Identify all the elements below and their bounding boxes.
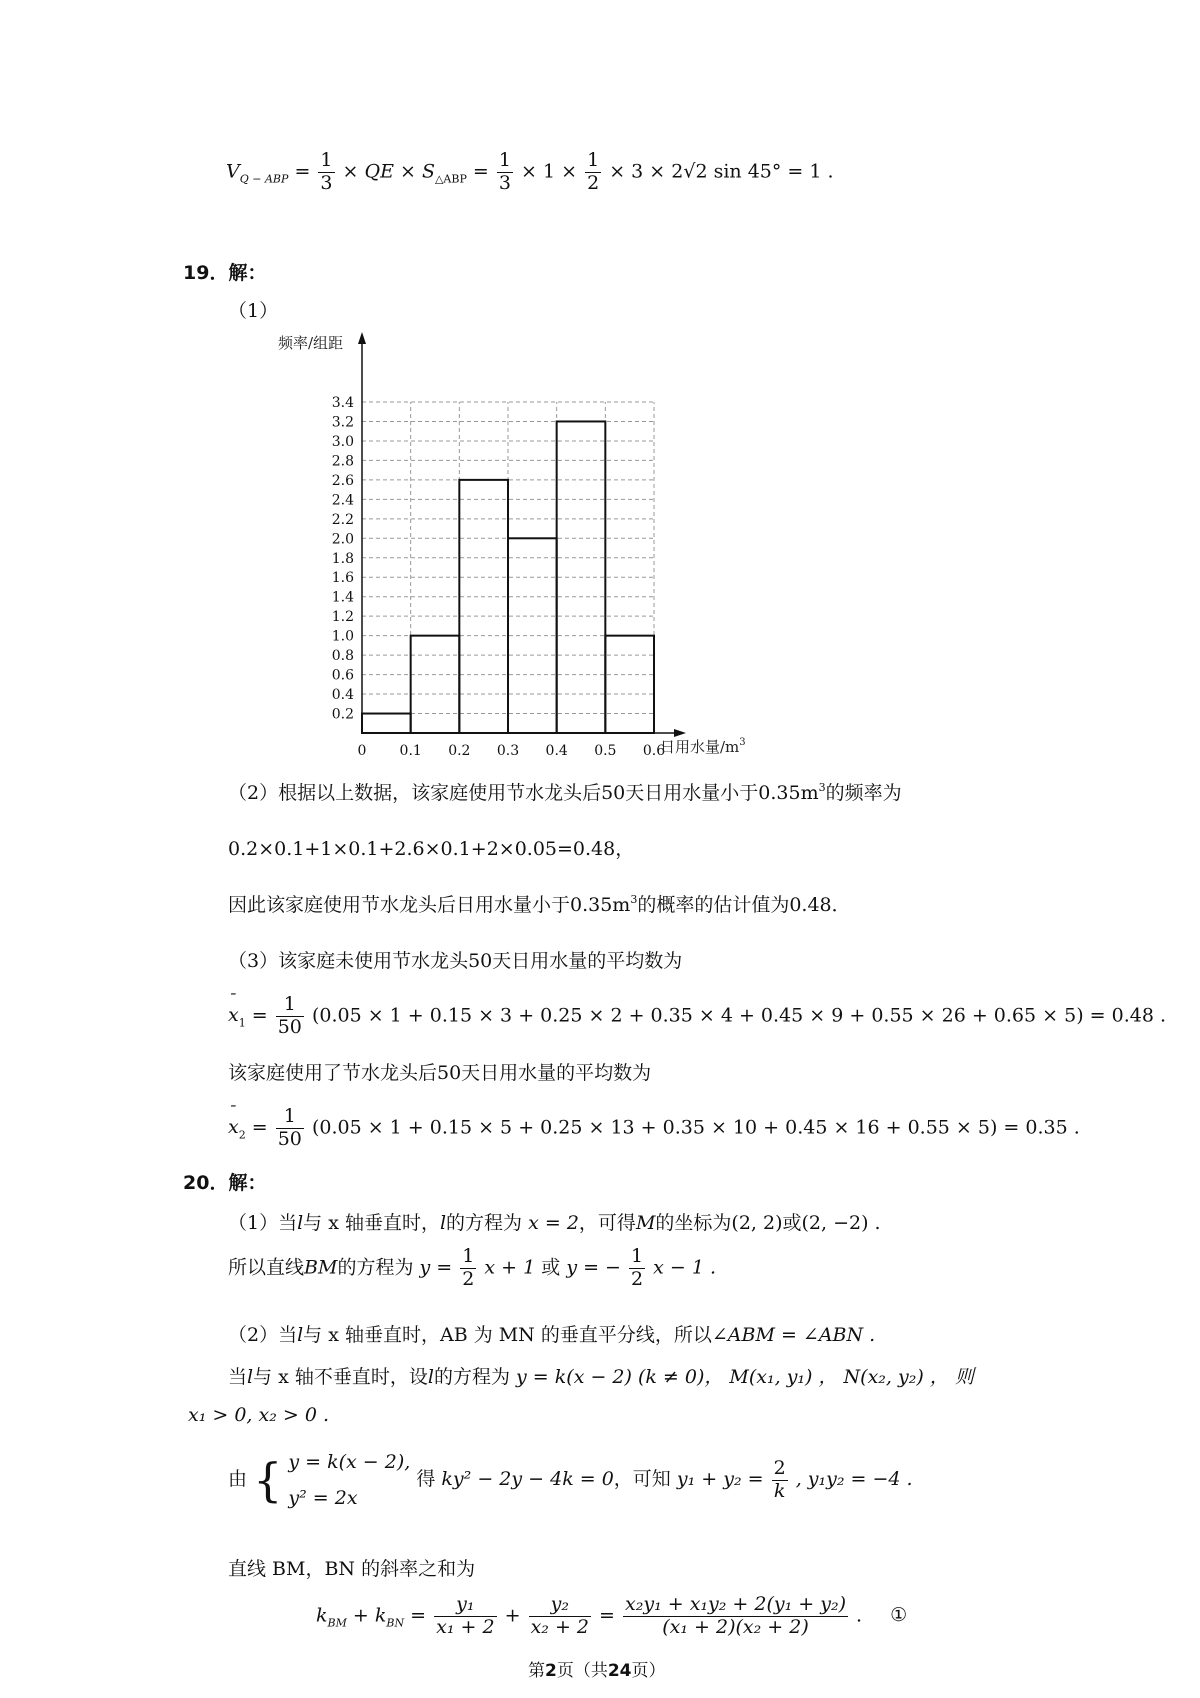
y-axis-label: 频率/组距: [278, 334, 344, 352]
histogram-bar: [362, 714, 411, 733]
fraction: $\frac{\text{x₂y₁ + x₁y₂ + 2(y₁ + y₂)}}{\text{(x₁ + 2)(x₂ + 2)}}$: [625, 1593, 846, 1638]
fraction: $\frac{2}{k}$: [773, 1456, 786, 1502]
volume-formula: $V_{Q - ABP}$ = $\frac{1}{3}$ × QE × $S_{\triangle ABP}$ = $\frac{1}{3}$ × 1 × $\frac{1}{2}$ × 3 × 2√2 sin 45° = 1 .: [226, 149, 834, 194]
q20-slope-intro: 直线 BM，BN 的斜率之和为: [228, 1558, 476, 1580]
fraction: $\frac{\text{y₂}}{\text{x₂ + 2}}$: [530, 1593, 589, 1638]
y-axis-arrow: [358, 332, 366, 344]
chart-axes: [358, 332, 686, 737]
y-tick-label: 1.4: [331, 589, 354, 606]
x-tick-label: 0: [357, 743, 367, 759]
q19-heading: 19．解：: [183, 262, 267, 284]
fraction: $\frac{1}{2}$: [587, 149, 600, 194]
x-tick-label: 0.6: [642, 743, 666, 759]
brace-symbol: {: [253, 1453, 283, 1508]
q19-mean2-intro: 该家庭使用了节水龙头后50天日用水量的平均数为: [228, 1062, 652, 1084]
x-tick-label: 0.1: [399, 743, 422, 759]
x-tick-label: 0.5: [594, 743, 617, 759]
y-tick-label: 0.2: [331, 706, 354, 723]
q19-part2: （2）根据以上数据，该家庭使用节水龙头后50天日用水量小于$0.35m^3$的频率为: [228, 781, 902, 804]
x-tick-label: 0.4: [545, 743, 568, 759]
y-tick-label: 0.4: [331, 687, 354, 704]
y-tick-label: 1.6: [331, 570, 354, 587]
fraction: $\frac{1}{3}$: [320, 149, 333, 194]
y-tick-label: 0.8: [331, 648, 354, 665]
fraction: $\frac{1}{50}$: [277, 1105, 302, 1150]
q19-part3: （3）该家庭未使用节水龙头50天日用水量的平均数为: [228, 950, 683, 972]
y-tick-label: 1.8: [331, 550, 354, 567]
y-tick-label: 3.4: [331, 395, 354, 411]
x-axis-arrow: [674, 729, 686, 737]
y-tick-label: 1.0: [331, 628, 354, 645]
q19-conclusion: 因此该家庭使用节水龙头后日用水量小于$0.35m^3$的概率的估计值为0.48．: [228, 893, 851, 916]
x-axis-label: 日用水量$/m^3$: [660, 737, 746, 756]
slope-sum-formula: $k_{BM} + k_{BN}$ = $\frac{\text{y₁}}{\text{x₁ + 2}}$ + $\frac{\text{y₂}}{\text{x₂ + 2}}$ = $\frac{\text{x₂y₁ + x₁y₂ + 2(y₁ + y₂)}}{\text{(x₁ + 2)(x₂ + 2)}}$ . ①: [316, 1593, 908, 1638]
y-tick-label: 0.6: [331, 667, 354, 684]
histogram-bar: [605, 636, 654, 733]
q20-heading: 20．解：: [183, 1172, 267, 1194]
mean1-formula: ¯ $x_1$ = $\frac{1}{50}$ (0.05 × 1 + 0.15 × 3 + 0.25 × 2 + 0.35 × 4 + 0.45 × 9 + 0.55 × 26 + 0.65 × 5) = 0.48 .: [228, 994, 1166, 1039]
y-tick-label: 3.0: [331, 433, 354, 450]
q19-calc: 0.2×0.1+1×0.1+2.6×0.1+2×0.05=0.48，: [228, 838, 635, 860]
y-tick-label: 3.2: [331, 414, 354, 431]
fraction: $\frac{1}{3}$: [498, 149, 511, 194]
y-tick-label: 2.8: [331, 453, 354, 470]
page-footer: 第2页（共24页）: [528, 1661, 666, 1681]
fraction: $\frac{1}{2}$: [462, 1245, 475, 1290]
q20-part2-line2: 当l与 x 轴不垂直时，设l的方程为 y = k(x − 2) (k ≠ 0)， M(x₁, y₁) ， N(x₂, y₂) ， 则: [228, 1366, 974, 1388]
q20-part2: （2）当l与 x 轴垂直时，AB 为 MN 的垂直平分线，所以∠ABM = ∠ABN .: [228, 1324, 876, 1346]
fraction: $\frac{\text{y₁}}{\text{x₁ + 2}}$: [436, 1593, 495, 1638]
equation-system: y = k(x − 2), y² = 2x: [288, 1451, 411, 1510]
y-tick-label: 1.2: [331, 609, 354, 626]
y-tick-label: 2.0: [331, 531, 354, 548]
q19-part1-label: （1）: [228, 300, 279, 322]
y-tick-label: 2.6: [331, 472, 354, 489]
q20-part1-line2: 所以直线BM的方程为 y = $\frac{1}{2}$ x + 1 或 y = − $\frac{1}{2}$ x − 1 .: [228, 1245, 717, 1290]
y-tick-label: 2.4: [331, 492, 354, 509]
fraction: $\frac{1}{50}$: [277, 993, 302, 1038]
y-tick-label: 2.2: [331, 511, 354, 528]
q20-system: 由 { y = k(x − 2), y² = 2x 得 ky² − 2y − 4k = 0，可知 y₁ + y₂ = $\frac{2}{k}$ , y₁y₂ = −4 .: [228, 1444, 913, 1516]
histogram-bar: [411, 636, 460, 733]
equation-number: ①: [890, 1604, 908, 1627]
histogram-bar: [459, 480, 508, 733]
q20-part1: （1）当l与 x 轴垂直时，l的方程为 x = 2，可得M的坐标为(2, 2)或(2, −2) .: [228, 1212, 881, 1234]
x-tick-label: 0.3: [496, 743, 520, 759]
histogram-chart: [250, 328, 770, 759]
mean2-formula: ¯ $x_2$ = $\frac{1}{50}$ (0.05 × 1 + 0.15 × 5 + 0.25 × 13 + 0.35 × 10 + 0.45 × 16 + 0.55 × 5) = 0.35 .: [228, 1106, 1080, 1151]
fraction: $\frac{1}{2}$: [631, 1245, 644, 1290]
x-tick-label: 0.2: [448, 743, 471, 759]
q20-condition: x₁ > 0, x₂ > 0 .: [188, 1404, 329, 1426]
